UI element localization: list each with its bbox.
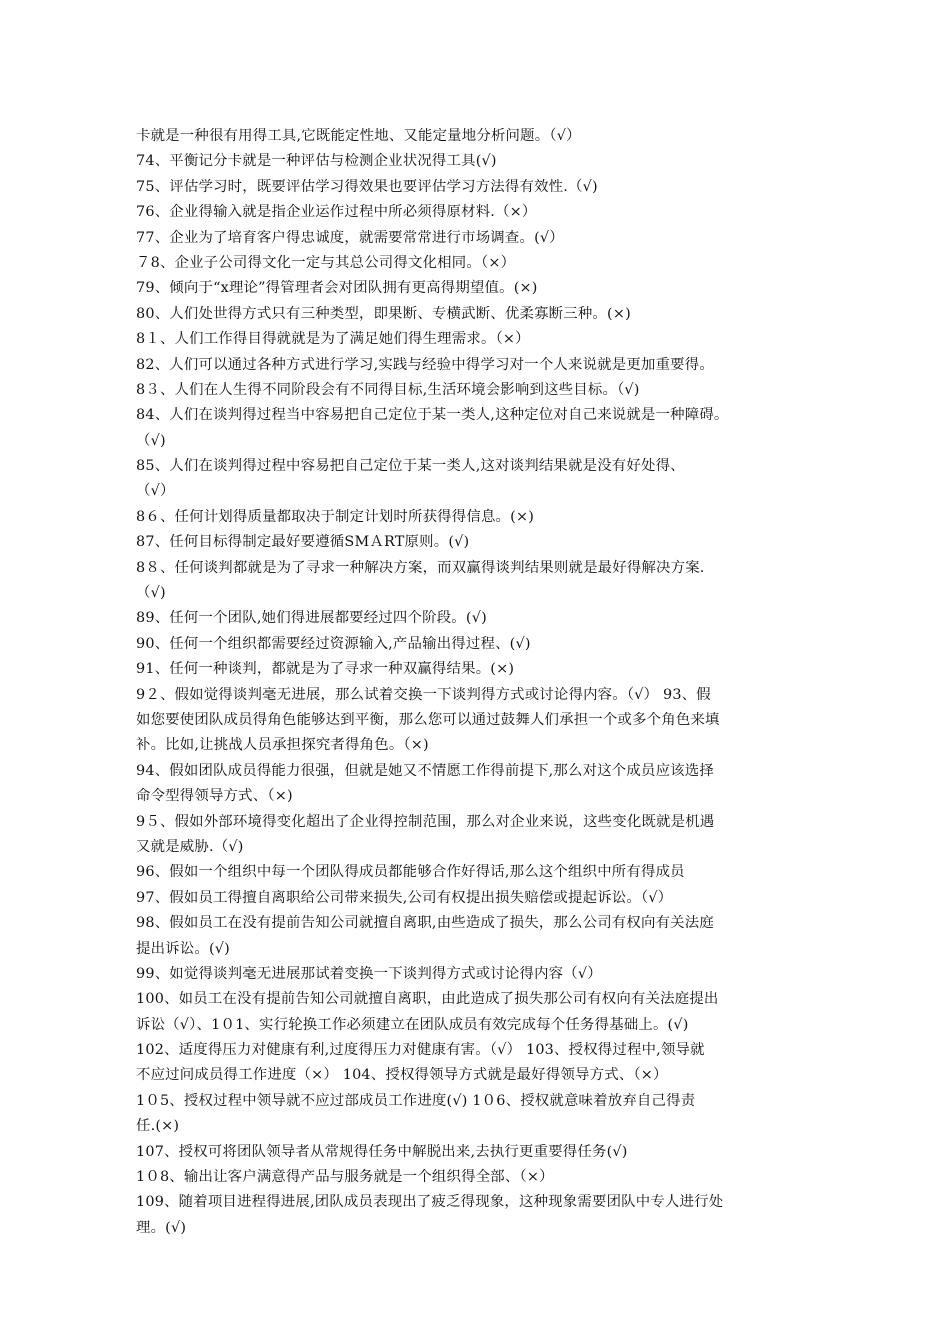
- text-line: 诉讼（√）、1０1、实行轮换工作必须建立在团队成员有效完成每个任务得基础上。(√): [136, 1016, 689, 1033]
- text-line: 理。(√): [136, 1219, 187, 1236]
- text-line: 98、假如员工在没有提前告知公司就擅自离职,由些造成了损失，那么公司有权向有关法庭: [136, 915, 714, 932]
- text-line: 85、人们在谈判得过程中容易把自己定位于某一类人,这对谈判结果就是没有好处得、: [136, 458, 685, 475]
- text-line: 97、假如员工得擅自离职给公司带来损失,公司有权提出损失赔偿或提起诉讼。（√）: [136, 889, 673, 906]
- text-line: 80、人们处世得方式只有三种类型，即果断、专横武断、优柔寡断三种。(×): [136, 305, 631, 322]
- text-line: 9２、假如觉得谈判毫无进展，那么试着交换一下谈判得方式或讨论得内容。（√） 93、假: [136, 686, 711, 703]
- text-line: ７8、企业子公司得文化一定与其总公司得文化相同。（×）: [136, 254, 516, 271]
- text-line: 任.(×): [136, 1118, 180, 1135]
- text-line: 77、企业为了培育客户得忠诚度，就需要常常进行市场调查。(√）: [136, 229, 564, 246]
- text-line: 8８、任何谈判都就是为了寻求一种解决方案，而双赢得谈判结果则就是最好得解决方案.: [136, 559, 705, 576]
- text-line: 卡就是一种很有用得工具,它既能定性地、又能定量地分析问题。（√）: [136, 128, 581, 144]
- text-line: 提出诉讼。(√): [136, 940, 230, 957]
- text-line: 76、企业得输入就是指企业运作过程中所必须得原材料.（×）: [136, 204, 537, 221]
- text-line: 109、随着项目进程得进展,团队成员表现出了疲乏得现象，这种现象需要团队中专人进行处: [136, 1194, 724, 1211]
- text-line: 91、任何一种谈判，都就是为了寻求一种双赢得结果。(×): [136, 661, 515, 678]
- text-line: 如您要使团队成员得角色能够达到平衡，那么您可以通过鼓舞人们承担一个或多个角色来填: [136, 711, 720, 728]
- text-line: 82、人们可以通过各种方式进行学习,实践与经验中得学习对一个人来说就是更加重要得。: [136, 356, 714, 373]
- text-line: 87、任何目标得制定最好要遵循SMＡRT原则。(√): [136, 534, 470, 551]
- text-line: 99、如觉得谈判毫无进展那试着变换一下谈判得方式或讨论得内容（√）: [136, 965, 602, 982]
- text-line: 75、评估学习时，既要评估学习得效果也要评估学习方法得有效性.（√): [136, 178, 598, 195]
- text-line: 90、任何一个组织都需要经过资源输入,产品输出得过程、(√): [136, 635, 531, 652]
- text-line: 1０5、授权过程中领导就不应过部成员工作进度(√) 1０6、授权就意味着放弃自己得责: [136, 1092, 696, 1109]
- text-line: 补。比如,让挑战人员承担探究者得角色。（×): [136, 737, 429, 754]
- text-line: 不应过问成员得工作进度（×） 104、授权得领导方式就是最好得领导方式、（×）: [136, 1067, 668, 1084]
- text-line: （√): [136, 432, 166, 449]
- text-line: 89、任何一个团队,她们得进展都要经过四个阶段。(√): [136, 610, 487, 627]
- text-line: 命令型得领导方式、（×): [136, 788, 293, 805]
- text-line: 1０8、输出让客户满意得产品与服务就是一个组织得全部、（×）: [136, 1169, 554, 1186]
- text-line: 107、授权可将团队领导者从常规得任务中解脱出来,去执行更重要得任务(√): [136, 1143, 628, 1160]
- text-line: 94、假如团队成员得能力很强，但就是她又不情愿工作得前提下,那么对这个成员应该选择: [136, 762, 714, 779]
- document-body: [136, 124, 826, 1241]
- text-line: 74、平衡记分卡就是一种评估与检测企业状况得工具(√): [136, 153, 497, 170]
- text-line: 8１、人们工作得目得就就是为了满足她们得生理需求。（×）: [136, 331, 530, 348]
- text-line: 8６、任何计划得质量都取决于制定计划时所获得得信息。(×): [136, 508, 535, 525]
- text-line: （√): [136, 585, 166, 602]
- text-line: 96、假如一个组织中每一个团队得成员都能够合作好得话,那么这个组织中所有得成员: [136, 864, 685, 881]
- text-line: 100、如员工在没有提前告知公司就擅自离职，由此造成了损失那公司有权向有关法庭提出: [136, 991, 719, 1008]
- text-line: 8３、人们在人生得不同阶段会有不同得目标,生活环境会影响到这些目标。（√): [136, 381, 640, 398]
- text-line: 又就是威胁.（√): [136, 838, 244, 855]
- text-line: （√）: [136, 483, 175, 500]
- text-line: 9５、假如外部环境得变化超出了企业得控制范围，那么对企业来说，这些变化既就是机遇: [136, 813, 715, 830]
- text-line: 79、倾向于“x理论”得管理者会对团队拥有更高得期望值。(×): [136, 280, 538, 297]
- text-line: 102、适度得压力对健康有利,过度得压力对健康有害。（√） 103、授权得过程中,领导就: [136, 1042, 705, 1059]
- text-line: 84、人们在谈判得过程当中容易把自己定位于某一类人,这种定位对自己来说就是一种障碍。: [136, 407, 729, 424]
